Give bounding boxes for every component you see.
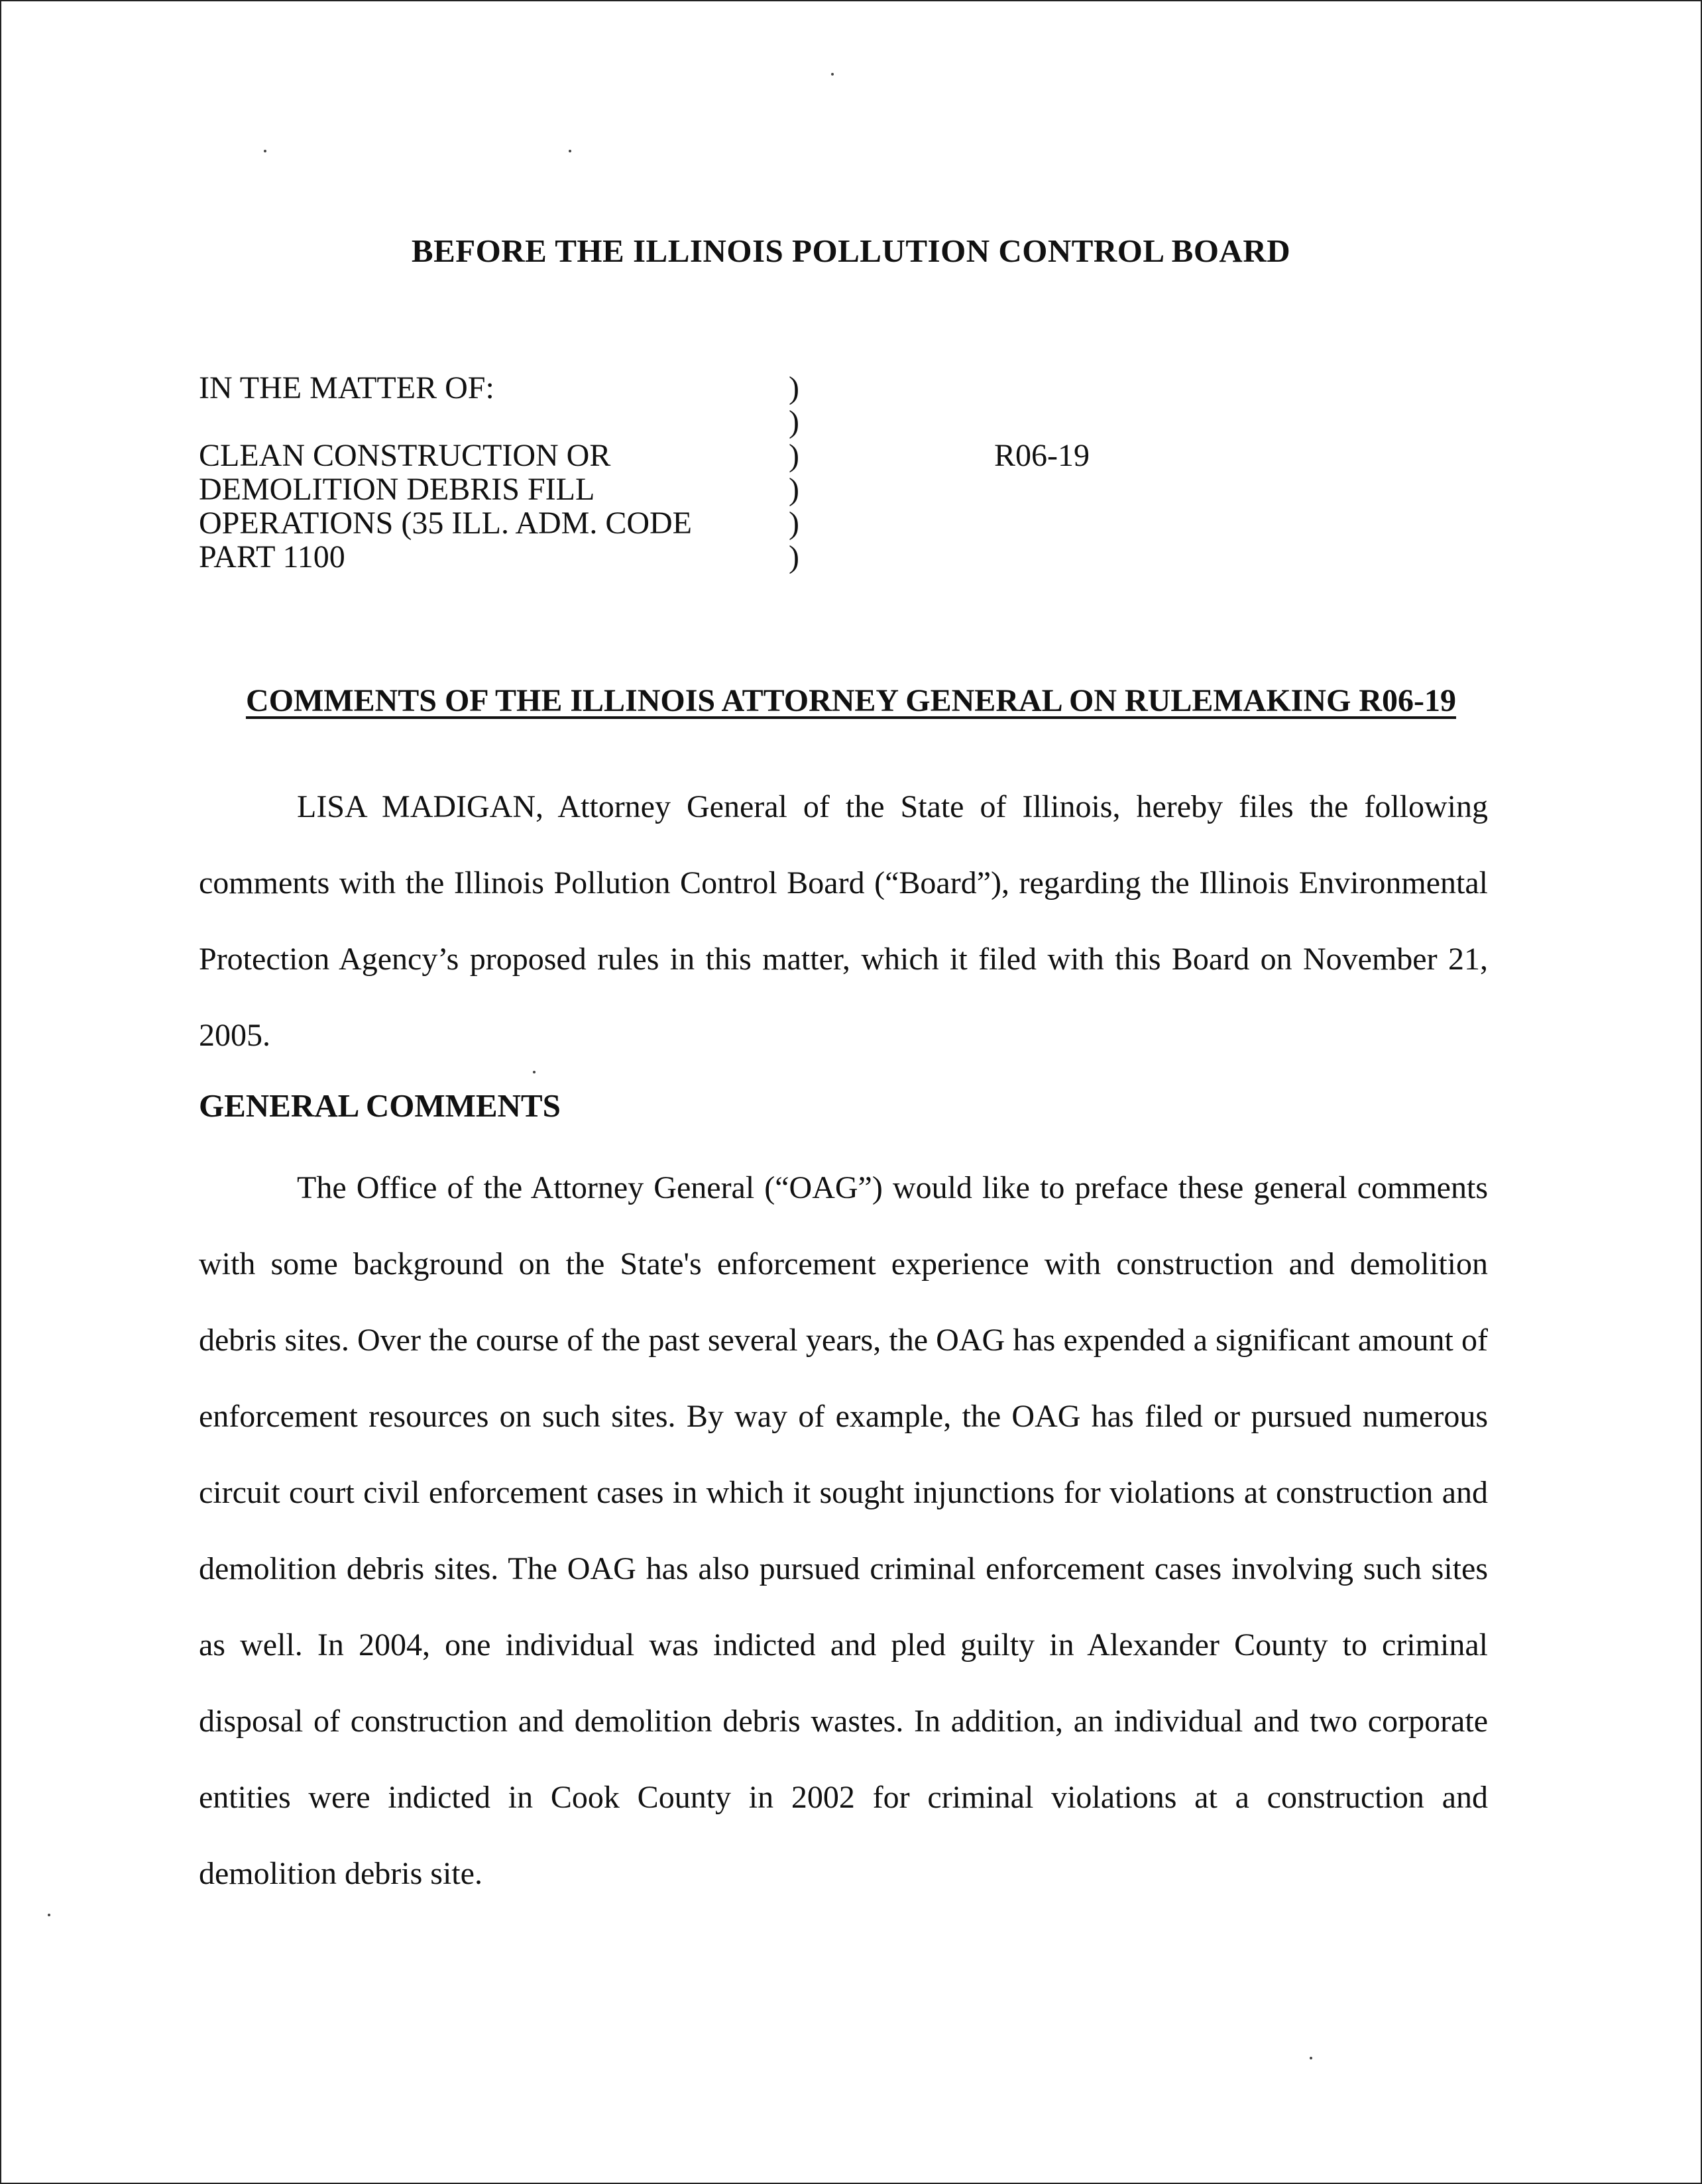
scan-speck	[48, 1914, 50, 1916]
caption-paren: )	[789, 438, 799, 473]
scan-speck	[831, 73, 834, 76]
document-heading: COMMENTS OF THE ILLINOIS ATTORNEY GENERAL ON RULEMAKING R06-19	[245, 683, 1457, 718]
case-name-line: OPERATIONS (35 ILL. ADM. CODE	[199, 506, 692, 541]
case-name-line: CLEAN CONSTRUCTION OR	[199, 438, 611, 473]
caption-paren: )	[789, 539, 799, 574]
court-title: BEFORE THE ILLINOIS POLLUTION CONTROL BOARD	[411, 233, 1291, 269]
matter-label: IN THE MATTER OF:	[199, 370, 494, 406]
caption-paren: )	[789, 506, 799, 541]
case-name-line: DEMOLITION DEBRIS FILL	[199, 472, 595, 507]
caption-parentheses	[789, 371, 815, 574]
scan-speck	[1310, 2057, 1312, 2059]
docket-number: R06-19	[994, 438, 1090, 473]
scan-speck	[264, 150, 266, 152]
caption-paren: )	[789, 404, 799, 439]
general-comments-paragraph: The Office of the Attorney General (“OAG”) would like to preface these general comments with some background on the State's enforcement experience with construction and demolition debris sites. Over the course of the past several years, the OAG has expended a significant amount of enforcement resources on such sites. By way of example, the OAG has filed or pursued numerous circuit court civil enforcement cases in which it sought injunctions for violations at construction and demolition debris sites. The OAG has also pursued criminal enforcement cases involving such sites as well. In 2004, one individual was indicted and pled guilty in Alexander County to criminal disposal of construction and demolition debris wastes. In addition, an individual and two corporate entities were indicted in Cook County in 2002 for criminal violations at a construction and demolition debris site.	[199, 1170, 1488, 1891]
scan-speck	[569, 150, 571, 152]
caption-paren: )	[789, 472, 799, 507]
section-heading: GENERAL COMMENTS	[199, 1087, 561, 1124]
caption-paren: )	[789, 370, 799, 406]
case-caption	[199, 371, 1392, 590]
caption-case-name	[199, 371, 795, 574]
intro-paragraph: LISA MADIGAN, Attorney General of the State of Illinois, hereby files the following comments with the Illinois Pollution Control Board (“Board”), regarding the Illinois Environmental Protection Agency’s proposed rules in this matter, which it filed with this Board on November 21, 2005.	[199, 789, 1488, 1053]
case-name-line: PART 1100	[199, 539, 345, 574]
